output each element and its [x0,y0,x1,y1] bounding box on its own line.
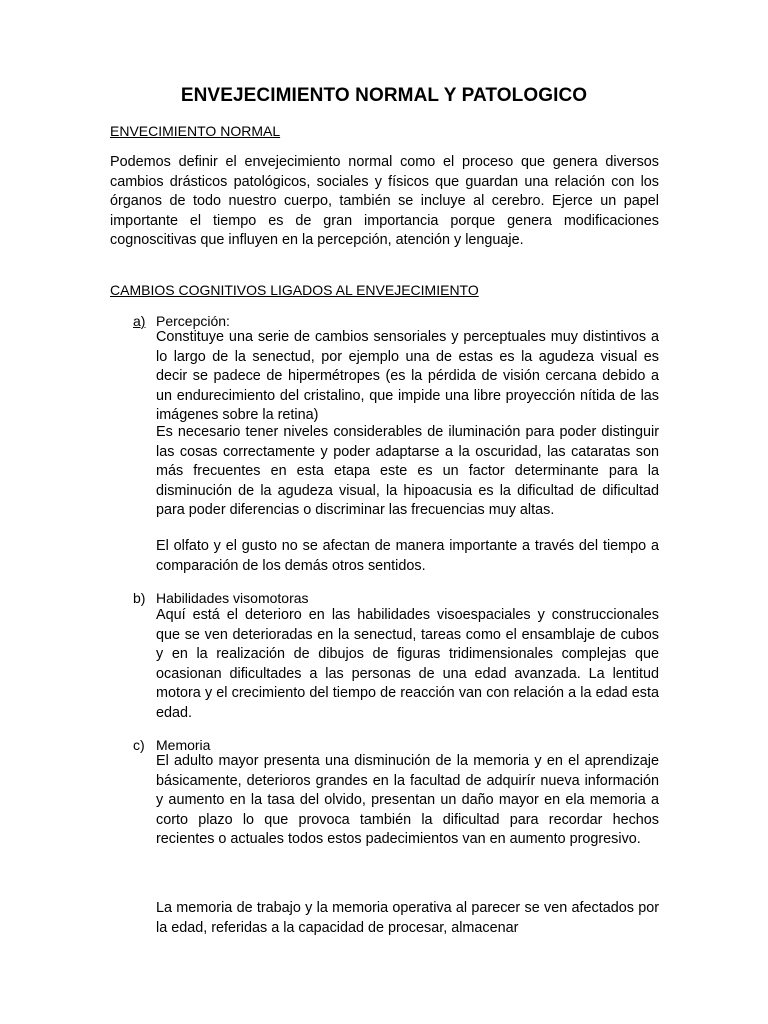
percepcion-paragraph-3: El olfato y el gusto no se afectan de manera importante a través del tiempo a comparación de los demás otros sentidos. [156,538,659,574]
list-marker-a [133,313,149,329]
list-marker-a-label: a) [133,313,146,329]
section-heading-envejecimiento-normal: ENVECIMIENTO NORMAL [110,123,281,139]
item-title-memoria: Memoria [156,737,211,753]
section-heading-cambios-cognitivos: CAMBIOS COGNITIVOS LIGADOS AL ENVEJECIMIENTO [110,282,479,298]
memoria-paragraph-1: El adulto mayor presenta una disminución de la memoria y en el aprendizaje básicamente, deterioros grandes en la facultad de adquirír nueva información y aumento en la tasa del olvido, presentan un daño mayor en ela memoria a corto plazo lo que provoca también la dificultad para recordar hechos recientes o actuales todos estos padecimientos van en aumento progresivo. [156,753,659,847]
item-title-percepcion: Percepción: [156,313,230,329]
intro-paragraph: Podemos definir el envejecimiento normal como el proceso que genera diversos cambios drásticos patológicos, sociales y físicos que guardan una relación con los órganos de todo nuestro cuerpo, también se incluye al cerebro. Ejerce un papel importante el tiempo es de gran importancia porque genera modificaciones cognoscitivas que influyen en la percepción, atención y lenguaje. [110,154,659,248]
percepcion-paragraph-1: Constituye una serie de cambios sensoriales y perceptuales muy distintivos a lo largo de la senectud, por ejemplo una de estas es la agudeza visual es decir se padece de hipermétropes (es la pérdida de visión cercana debido a un endurecimiento del cristalino, que impide una libre proyección nítida de las imágenes sobre la retina) [156,329,659,423]
document-title: ENVEJECIMIENTO NORMAL Y PATOLOGICO [180,85,588,106]
percepcion-paragraph-2: Es necesario tener niveles considerables de iluminación para poder distinguir las cosas correctamente y poder adaptarse a la oscuridad, las cataratas son más frecuentes en esta etapa este es un factor determinante para la disminución de la agudeza visual, la hipoacusia es la dificultad de dificultad para poder diferencias o discriminar las frecuencias muy altas. [156,424,659,518]
list-marker-b: b) [133,590,146,606]
list-marker-c: c) [133,737,145,753]
habilidades-paragraph-1: Aquí está el deterioro en las habilidades visoespaciales y construccionales que se ven deterioradas en la senectud, tareas como el ensamblaje de cubos y en la realización de dibujos de figuras tridimensionales complejas que ocasionan dificultades a las personas de una edad avanzada. La lentitud motora y el crecimiento del tiempo de reacción van con relación a la edad esta edad. [156,607,659,721]
item-title-habilidades-visomotoras: Habilidades visomotoras [156,590,309,606]
memoria-paragraph-2: La memoria de trabajo y la memoria operativa al parecer se ven afectados por la edad, referidas a la capacidad de procesar, almacenar [156,900,659,936]
